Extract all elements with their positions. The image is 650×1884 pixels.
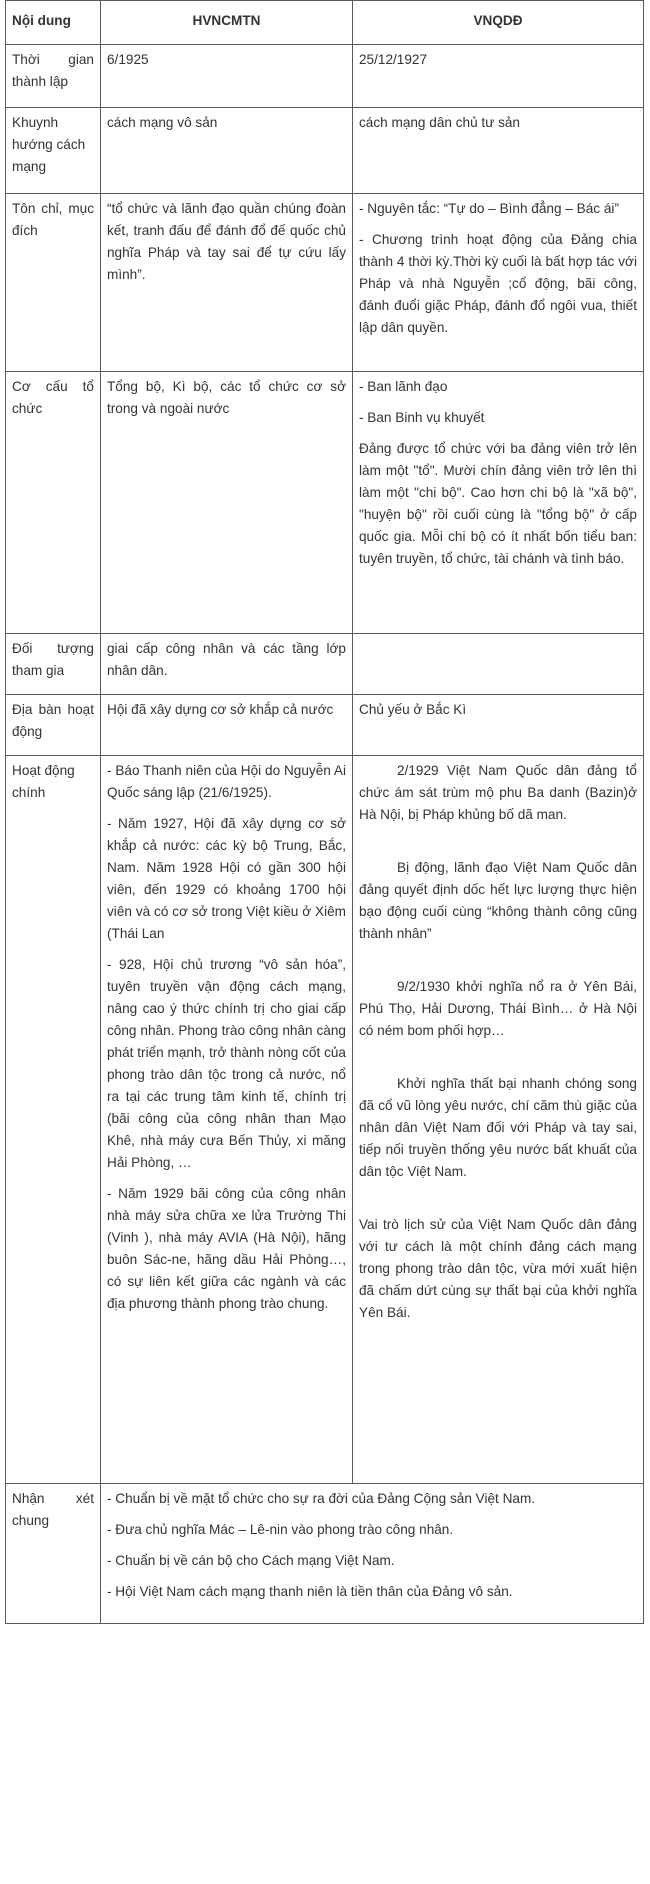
hvn-cell <box>101 194 353 372</box>
cell-paragraph: - Chuẩn bị về cán bộ cho Cách mạng Việt Nam. <box>107 1553 395 1568</box>
cell-paragraph: - Năm 1929 bãi công của công nhân nhà máy sửa chữa xe lửa Trường Thi (Vinh ), nhà máy AVIA (Hà Nội), hãng buôn Sác-ne, hãng dầu Hải Phòng…, có sự liên kết giữa các ngành và các địa phương thành phong trào chung. <box>107 1186 346 1311</box>
vnq-cell <box>353 695 644 756</box>
merged-cell <box>101 1484 644 1624</box>
hvn-cell <box>101 695 353 756</box>
hvn-cell <box>101 634 353 695</box>
row-founding-time <box>6 45 644 108</box>
header-row <box>6 1 644 45</box>
hvn-cell <box>101 45 353 108</box>
cell-paragraph: - Ban lãnh đạo <box>359 379 448 394</box>
row-organization <box>6 372 644 634</box>
cell-paragraph: Khởi nghĩa thất bại nhanh chóng song đã cổ vũ lòng yêu nước, chí căm thù giặc của nhân dân Việt Nam đối với Pháp và tay sai, tiếp nối truyền thống yêu nước bất khuất của dân tộc Việt Nam. <box>359 1076 637 1179</box>
hvn-cell <box>101 372 353 634</box>
cell-paragraph: - Báo Thanh niên của Hội do Nguyễn Ai Quốc sáng lập (21/6/1925). <box>107 763 346 800</box>
header-hvncmtn: HVNCMTN <box>101 1 353 45</box>
row-label: Nhận xét chung <box>6 1484 101 1624</box>
cell-paragraph: 9/2/1930 khởi nghĩa nổ ra ở Yên Bái, Phú Thọ, Hải Dương, Thái Bình… ở Hà Nội có ném bom phối hợp… <box>359 979 637 1038</box>
hvn-cell <box>101 108 353 194</box>
cell-paragraph: - Năm 1927, Hội đã xây dựng cơ sở khắp cả nước: các kỳ bộ Trung, Bắc, Nam. Năm 1928 Hội có gần 300 hội viên, đến 1929 có khoảng 1700 hội viên và có cơ sở trong Việt kiều ở Xiêm (Thái Lan <box>107 816 346 941</box>
cell-paragraph: Chủ yếu ở Bắc Kì <box>359 702 467 717</box>
cell-paragraph: - Nguyên tắc: “Tự do – Bình đẳng – Bác ái” <box>359 201 619 216</box>
cell-paragraph: - Chuẩn bị về mặt tổ chức cho sự ra đời của Đảng Cộng sản Việt Nam. <box>107 1491 536 1506</box>
cell-paragraph: “tổ chức và lãnh đạo quần chúng đoàn kết, tranh đấu để đánh đổ đế quốc chủ nghĩa Pháp và tay sai để tự cứu lấy mình”. <box>107 201 346 282</box>
header-content: Nội dung <box>6 1 101 45</box>
vnq-cell <box>353 108 644 194</box>
row-label: Hoạt động chính <box>6 756 101 1484</box>
comparison-table <box>5 0 644 1624</box>
vnq-cell <box>353 45 644 108</box>
row-label: Tôn chỉ, mục đích <box>6 194 101 372</box>
cell-paragraph: - Hội Việt Nam cách mạng thanh niên là tiền thân của Đảng vô sản. <box>107 1584 513 1599</box>
vnq-cell <box>353 194 644 372</box>
cell-paragraph: Bị động, lãnh đạo Việt Nam Quốc dân đảng quyết định dốc hết lực lượng thực hiện bạo động cuối cùng “không thành công cũng thành nhân” <box>359 860 637 941</box>
row-label: Địa bàn hoạt động <box>6 695 101 756</box>
vnq-cell <box>353 756 644 1484</box>
row-general-remarks <box>6 1484 644 1624</box>
row-label: Khuynh hướng cách mạng <box>6 108 101 194</box>
vnq-cell <box>353 634 644 695</box>
cell-paragraph: cách mạng dân chủ tư sản <box>359 115 520 130</box>
row-label: Thời gian thành lập <box>6 45 101 108</box>
cell-paragraph: 25/12/1927 <box>359 52 428 67</box>
cell-paragraph: - Đưa chủ nghĩa Mác – Lê-nin vào phong trào công nhân. <box>107 1522 454 1537</box>
cell-paragraph: Vai trò lịch sử của Việt Nam Quốc dân đảng với tư cách là một chính đảng cách mạng trong phong trào dân tộc, vừa mới xuất hiện đã chấm dứt cùng sự thất bại của khởi nghĩa Yên Bái. <box>359 1217 637 1320</box>
header-vnqdd: VNQDĐ <box>353 1 644 45</box>
cell-paragraph: - Ban Binh vụ khuyết <box>359 410 485 425</box>
row-participants <box>6 634 644 695</box>
cell-paragraph: Đảng được tổ chức với ba đảng viên trở lên làm một "tổ". Mười chín đảng viên trở lên thì làm một "chi bộ". Cao hơn chi bộ là "xã bộ", "huyện bộ" rồi cuối cùng là "tổng bộ" ở cấp quốc gia. Mỗi chi bộ có ít nhất bốn tiểu ban: tuyên truyền, tổ chức, tài chánh và tình báo. <box>359 441 637 566</box>
vnq-cell <box>353 372 644 634</box>
row-revolution-tendency <box>6 108 644 194</box>
cell-paragraph: 2/1929 Việt Nam Quốc dân đảng tổ chức ám sát trùm mộ phu Ba danh (Bazin)ở Hà Nội, bị Pháp khủng bố dã man. <box>359 763 637 822</box>
hvn-cell <box>101 756 353 1484</box>
cell-paragraph: 6/1925 <box>107 52 149 67</box>
cell-paragraph: cách mạng vô sản <box>107 115 218 130</box>
cell-paragraph: Tổng bộ, Kì bộ, các tổ chức cơ sở trong và ngoài nước <box>107 379 346 416</box>
row-label: Đối tượng tham gia <box>6 634 101 695</box>
cell-paragraph: Hội đã xây dựng cơ sở khắp cả nước <box>107 702 334 717</box>
cell-paragraph: giai cấp công nhân và các tầng lớp nhân dân. <box>107 641 346 678</box>
cell-paragraph: - 928, Hội chủ trương “vô sản hóa”, tuyên truyền vận động cách mạng, nâng cao ý thức chính trị cho giai cấp công nhân. Phong trào công nhân càng phát triển mạnh, trở thành nòng cốt của phong trào dân tộc trong cả nước, nổ ra tại các trung tâm kinh tế, chính trị (bãi công của công nhân than Mạo Khê, nhà máy cưa Bến Thủy, xi măng Hải Phòng, … <box>107 957 346 1170</box>
row-label: Cơ cấu tổ chức <box>6 372 101 634</box>
row-purpose <box>6 194 644 372</box>
row-activities <box>6 756 644 1484</box>
row-area <box>6 695 644 756</box>
cell-paragraph: - Chương trình hoạt động của Đảng chia thành 4 thời kỳ.Thời kỳ cuối là bất hợp tác với Pháp và nhà Nguyễn ;cổ động, bãi công, đánh đuổi giặc Pháp, đánh đổ ngôi vua, thiết lập dân quyền. <box>359 232 637 335</box>
